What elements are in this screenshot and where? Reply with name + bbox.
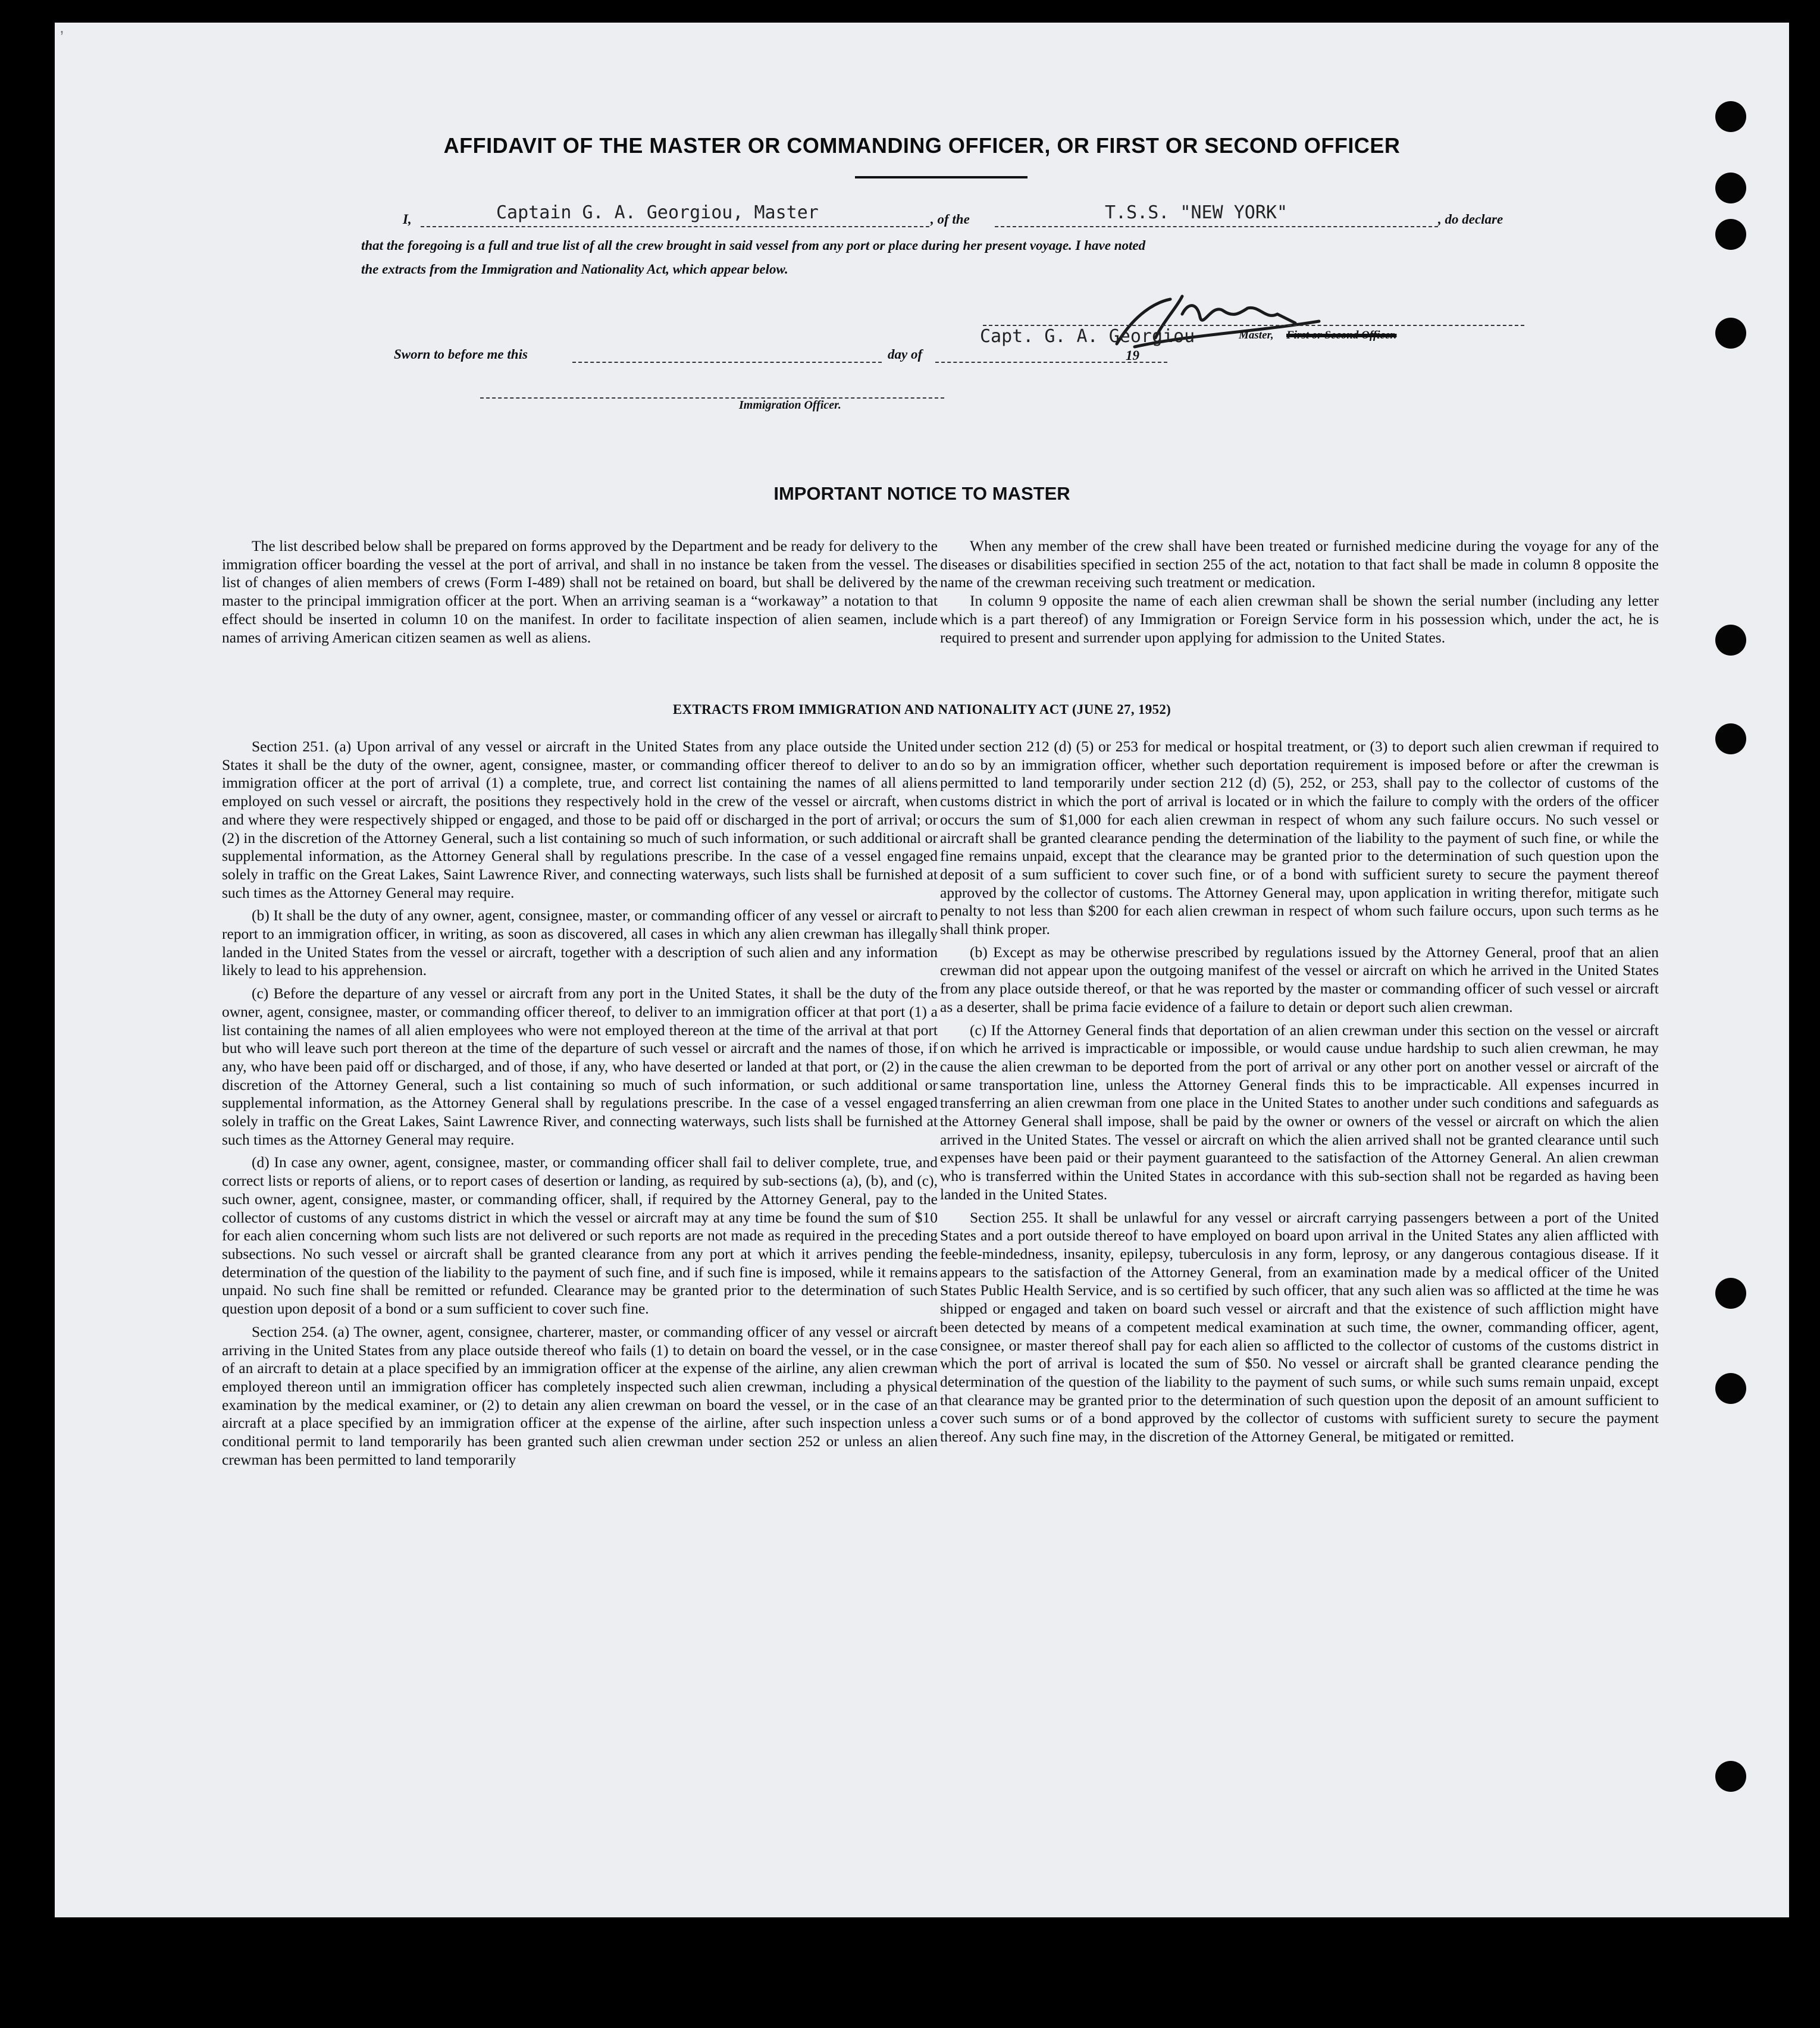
affidavit-line-2: that the foregoing is a full and true list of all the crew brought in said vessel from any port or place during her present voyage. I have noted [361, 238, 1146, 253]
punch-hole [1715, 101, 1746, 132]
statute-paragraph: Section 251. (a) Upon arrival of any vessel or aircraft in the United States from any place outside the United States it shall be the duty of the owner, agent, consignee, master, or commanding officer thereof to deliver to an immigration officer at the port of arrival (1) a complete, true, and correct list containing the names of all aliens employed on such vessel or aircraft, the positions they respectively hold in the crew of the vessel or aircraft, when and where they were respectively shipped or engaged, and those to be paid off or discharged in the port of arrival; or (2) in the discretion of the Attorney General, such a list containing so much of such information, or such additional or supplemental information, as the Attorney General shall by regulations prescribe. In the case of a vessel engaged solely in traffic on the Great Lakes, Saint Lawrence River, and connecting waterways, such lists shall be furnished at such times as the Attorney General may require. [222, 738, 938, 901]
statute-paragraph: Section 255. It shall be unlawful for any vessel or aircraft carrying passengers between a port of the United States and a port outside thereof to have employed on board upon arrival in the United States any alien afflicted with feeble-mindedness, insanity, epilepsy, tuberculosis in any form, leprosy, or any dangerous contagious disease. If it appears to the satisfaction of the Attorney General, from an examination made by a medical officer of the United States Public Health Service, and is so certified by such officer, that any such alien was so afflicted at the time he was shipped or engaged and taken on board such vessel or aircraft and that the existence of such affliction might have been detected by means of a competent medical examination at such time, the owner, commanding officer, agent, consignee, or master thereof shall pay for each alien so afflicted to the collector of customs of the customs district in which the port of arrival is located the sum of $50. No vessel or aircraft shall be granted clearance pending the determination of the question of the liability to the payment of such sums, or while such sums remain unpaid, except that clearance may be granted prior to the determination of such question upon the deposit of an amount sufficient to cover such sums or of a bond approved by the collector of customs with sufficient surety to secure the payment thereof. Any such fine may, in the discretion of the Attorney General, be mitigated or remitted. [940, 1208, 1659, 1446]
year-prefix: 19 [1126, 348, 1139, 363]
day-of-label: day of [888, 347, 923, 362]
extracts-right-column [940, 738, 1659, 1446]
punch-hole [1715, 173, 1746, 203]
do-declare-label: , do declare [1438, 212, 1503, 227]
notice-title: IMPORTANT NOTICE TO MASTER [773, 483, 1070, 504]
statute-paragraph: under section 212 (d) (5) or 253 for medical or hospital treatment, or (3) to deport such alien crewman if required to do so by an immigration officer, whether such deportation requirement is imposed before or after the crewman is permitted to land temporarily under section 212 (d) (5), 252, or 253, shall pay to the collector of customs of the customs district in which the port of arrival is located or in which the failure to comply with the orders of the officer occurs the sum of $1,000 for each alien crewman in respect of whom any such failure occurs. No such vessel or aircraft shall be granted clearance pending the determination of the liability to the payment of such fine, or while the fine remains unpaid, except that the clearance may be granted prior to the determination of such question upon the deposit of a sum sufficient to cover such fine, or of a bond with sufficient surety to secure the payment thereof approved by the collector of customs. The Attorney General may, upon application in writing therefor, mitigate such penalty to not less than $200 for each alien crewman in respect of whom such failure occurs, upon such terms as he shall think proper. [940, 738, 1659, 938]
statute-paragraph: (c) Before the departure of any vessel or aircraft from any port in the United States, it shall be the duty of the owner, agent, consignee, master, or commanding officer thereof, to deliver to an immigration officer at that port (1) a list containing the names of all alien employees who were not employed thereon at the time of the arrival at that port but who will leave such port thereon at the time of the departure of such vessel or aircraft and the names of those, if any, who have been paid off or discharged, and of those, if any, who have deserted or landed at that port, or (2) in the discretion of the Attorney General, such a list containing so much of such information, or such additional or supplemental information, as the Attorney General shall by regulations prescribe. In the case of a vessel engaged solely in traffic on the Great Lakes, Saint Lawrence River, and connecting waterways, such lists shall be furnished at such times as the Attorney General may require. [222, 985, 938, 1148]
sworn-day-line [572, 362, 882, 363]
signature-role-label: Master, [1239, 329, 1274, 341]
statute-paragraph: (b) Except as may be otherwise prescribed by regulations issued by the Attorney General, proof that an alien crewman did not appear upon the outgoing manifest of the vessel or aircraft on which he arrived in the United States from any place outside thereof, or that he was reported by the master or commanding officer of such vessel or aircraft as a deserter, shall be prima facie evidence of a failure to detain or deport such alien crewman. [940, 943, 1659, 1015]
punch-hole [1715, 1373, 1746, 1404]
signature-typed-name: Capt. G. A. Georgiou [980, 326, 1195, 347]
sworn-label: Sworn to before me this [394, 347, 528, 362]
document-page [55, 23, 1789, 1917]
punch-hole [1715, 219, 1746, 250]
i-label: I, [403, 212, 412, 227]
master-name-value: Captain G. A. Georgiou, Master [496, 202, 819, 223]
notice-paragraph: In column 9 opposite the name of each alien crewman shall be shown the serial number (including any letter which is a part thereof) of any Immigration or Foreign Service form in his possession which, under the act, he is required to present and surrender upon applying for admission to the United States. [940, 592, 1659, 646]
title-rule [855, 176, 1028, 178]
vessel-name-line [995, 226, 1438, 227]
extracts-title: EXTRACTS FROM IMMIGRATION AND NATIONALITY ACT (JUNE 27, 1952) [672, 702, 1171, 717]
master-name-line [421, 226, 929, 227]
statute-paragraph: (b) It shall be the duty of any owner, agent, consignee, master, or commanding officer of any vessel or aircraft to report to an immigration officer, in writing, as soon as discovered, all cases in which any alien crewman has illegally landed in the United States from the vessel or aircraft, together with a description of such alien and any information likely to lead to his apprehension. [222, 907, 938, 979]
statute-paragraph: Section 254. (a) The owner, agent, consignee, charterer, master, or commanding officer of any vessel or aircraft arriving in the United States from any place outside thereof who fails (1) to detain on board the vessel, or in the case of an aircraft to detain at a place specified by an immigration officer at the expense of the airline, any alien crewman employed thereon until an immigration officer has completely inspected such alien crewman, including a physical examination by the medical examiner, or (2) to detain any alien crewman on board the vessel, or in the case of an aircraft at a place specified by an immigration officer at the expense of the airline, after such inspection unless a conditional permit to land temporarily has been granted such alien crewman under section 252 or unless an alien crewman has been permitted to land temporarily [222, 1322, 938, 1468]
notice-paragraph: The list described below shall be prepared on forms approved by the Department and be ready for delivery to the immigration officer boarding the vessel at the port of arrival, and shall in no instance be taken from the vessel. The list of changes of alien members of crews (Form I-489) shall not be retained on board, but shall be delivered by the master to the principal immigration officer at the port. When an arriving seaman is a “workaway” a notation to that effect should be inserted in column 10 on the manifest. In order to facilitate inspection of alien seamen, include names of arriving American citizen seamen as well as aliens. [222, 537, 938, 646]
vessel-name-value: T.S.S. "NEW YORK" [1105, 202, 1288, 223]
of-the-label: , of the [931, 212, 970, 227]
affidavit-line-3: the extracts from the Immigration and Nationality Act, which appear below. [361, 262, 788, 277]
notice-right-column [940, 537, 1659, 647]
punch-hole [1715, 318, 1746, 349]
punch-hole [1715, 1761, 1746, 1792]
punch-hole [1715, 625, 1746, 656]
edge-mark: , [59, 23, 64, 36]
immigration-officer-label: Immigration Officer. [739, 399, 841, 412]
notice-paragraph: When any member of the crew shall have been treated or furnished medicine during the voyage for any of the diseases or disabilities specified in section 255 of the act, notation to that fact shall be made in column 8 opposite the name of the crewman receiving such treatment or medication. [940, 537, 1659, 591]
immigration-officer-line [480, 397, 944, 399]
extracts-left-column [222, 738, 938, 1469]
statute-paragraph: (d) In case any owner, agent, consignee, master, or commanding officer shall fail to deliver complete, true, and correct lists or reports of aliens, or to report cases of desertion or landing, as required by sub-sections (a), (b), and (c), such owner, agent, consignee, master, or commanding officer, shall, if required by the Attorney General, pay to the collector of customs of any customs district in which the vessel or aircraft may at any time be found the sum of $10 for each alien concerning whom such lists are not delivered or such reports are not made as required in the preceding subsections. No such vessel or aircraft shall be granted clearance from any port at which it arrives pending the determination of the question of the liability to the payment of such fine, and if such fine is imposed, while it remains unpaid. No such fine shall be remitted or refunded. Clearance may be granted prior to the determination of such question upon deposit of a bond or a sum sufficient to cover such fine. [222, 1154, 938, 1318]
signature-role-struck: First or Second Officer. [1286, 329, 1397, 341]
punch-hole [1715, 723, 1746, 754]
notice-left-column [222, 537, 938, 647]
affidavit-title: AFFIDAVIT OF THE MASTER OR COMMANDING OFFICER, OR FIRST OR SECOND OFFICER [443, 133, 1401, 158]
statute-paragraph: (c) If the Attorney General finds that deportation of an alien crewman under this section on the vessel or aircraft on which he arrived is impracticable or impossible, or would cause undue hardship to such alien crewman, he may cause the alien crewman to be deported from the port of arrival or any other port on another vessel or aircraft of the same transportation line, unless the Attorney General finds this to be impracticable. All expenses incurred in transferring an alien crewman from one place in the United States to another under such conditions and safeguards as the Attorney General shall impose, shall be paid by the owner or owners of the vessel or aircraft on which the alien arrived in the United States. The vessel or aircraft on which the alien arrived shall not be granted clearance until such expenses have been paid or their payment guaranteed to the satisfaction of the Attorney General. An alien crewman who is transferred within the United States in accordance with this sub-section shall not be regarded as having been landed in the United States. [940, 1021, 1659, 1203]
punch-hole [1715, 1278, 1746, 1309]
